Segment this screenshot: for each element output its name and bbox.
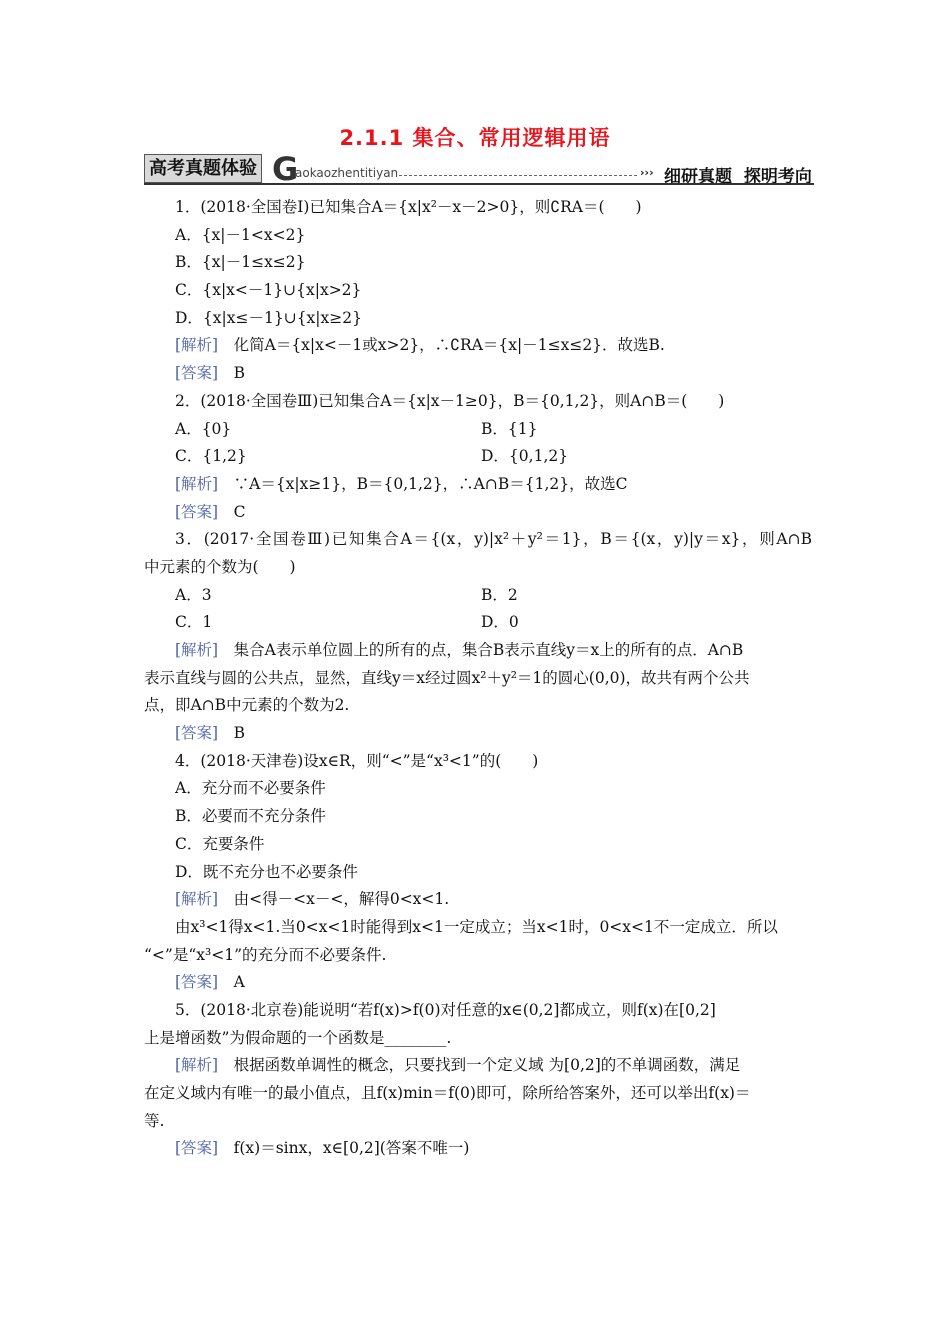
analysis-text: 根据函数单调性的概念，只要找到一个定义域 为[0,2]的不单调函数，满足 — [233, 1056, 741, 1075]
answer-text: A — [233, 973, 245, 992]
question-1: 1．(2018·全国卷Ⅰ)已知集合A＝{x|x²－x－2>0}，则∁RA＝( ) — [175, 198, 642, 216]
option-c: C．1 — [175, 613, 213, 632]
analysis-3-cont: 点，即A∩B中元素的个数为2. — [144, 696, 350, 715]
banner-dotted-line — [399, 175, 637, 176]
page-title: 2.1.1 集合、常用逻辑用语 — [339, 126, 611, 150]
banner-slogan: 细研真题 探明考向 — [664, 167, 812, 187]
options-row — [144, 443, 812, 471]
option-b: B．{1} — [481, 419, 538, 438]
option-d: D．0 — [481, 613, 519, 632]
analysis-1 — [144, 332, 812, 360]
document-body — [144, 194, 812, 1163]
answer-3 — [144, 720, 812, 748]
answer-text: f(x)＝sinx，x∈[0,2](答案不唯一) — [233, 1139, 470, 1158]
analysis-text: 集合A表示单位圆上的所有的点，集合B表示直线y＝x上的所有的点．A∩B — [233, 641, 744, 659]
option-d: D．{x|x≤－1}∪{x|x≥2} — [175, 308, 362, 327]
analysis-5-cont: 在定义域内有唯一的最小值点，且f(x)min＝f(0)即可，除所给答案外，还可以举出f(x)＝ — [144, 1084, 751, 1102]
banner-arrows: ››› — [640, 166, 654, 179]
answer-tag: [答案] — [175, 973, 219, 992]
analysis-5 — [144, 1052, 812, 1080]
banner-letter: G — [272, 150, 299, 188]
answer-text: B — [233, 724, 246, 743]
analysis-3-cont: 表示直线与圆的公共点，显然，直线y＝x经过圆x²＋y²＝1的圆心(0,0)，故共有两个公共 — [144, 668, 750, 687]
option-a: A．充分而不必要条件 — [175, 779, 326, 798]
analysis-4-cont: 由x³<1得x<1.当0<x<1时能得到x<1一定成立；当x<1时，0<x<1不一定成立．所以 — [175, 917, 778, 936]
option-d: D．既不充分也不必要条件 — [175, 862, 358, 881]
option-a: A．3 — [175, 585, 212, 604]
option-b: B．2 — [481, 585, 518, 604]
analysis-3 — [144, 637, 812, 665]
option-b: B．必要而不充分条件 — [175, 807, 326, 826]
analysis-4-cont: “<”是“x³<1”的充分而不必要条件. — [144, 945, 387, 964]
banner-rule — [144, 183, 814, 185]
section-banner — [144, 150, 814, 188]
options-row — [144, 582, 812, 610]
analysis-tag: [解析] — [175, 890, 219, 909]
analysis-text: 化简A＝{x|x<－1或x>2}，∴∁RA＝{x|－1≤x≤2}．故选B. — [233, 336, 665, 355]
question-3-cont: 中元素的个数为( ) — [144, 557, 296, 576]
banner-pinyin: aokaozhentitiyan — [295, 166, 399, 180]
analysis-tag: [解析] — [175, 474, 219, 493]
analysis-tag: [解析] — [175, 641, 219, 659]
option-c: C．{x|x<－1}∪{x|x>2} — [175, 281, 362, 300]
analysis-tag: [解析] — [175, 336, 219, 355]
analysis-text: 由<得－<x－<，解得0<x<1. — [233, 890, 450, 909]
option-a: A．{x|－1<x<2} — [175, 225, 306, 244]
analysis-text: ∵A＝{x|x≥1}，B＝{0,1,2}，∴A∩B＝{1,2}，故选C — [233, 474, 628, 493]
options-row — [144, 416, 812, 444]
answer-tag: [答案] — [175, 502, 219, 521]
analysis-tag: [解析] — [175, 1056, 219, 1075]
analysis-5-cont: 等. — [144, 1111, 165, 1130]
option-c: C．{1,2} — [175, 447, 247, 466]
option-c: C．充要条件 — [175, 834, 265, 853]
answer-1 — [144, 360, 812, 388]
answer-tag: [答案] — [175, 1139, 219, 1158]
analysis-4 — [144, 886, 812, 914]
options-row — [144, 609, 812, 637]
answer-4 — [144, 969, 812, 997]
analysis-2 — [144, 471, 812, 499]
answer-tag: [答案] — [175, 364, 219, 383]
answer-tag: [答案] — [175, 724, 219, 743]
question-2: 2．(2018·全国卷Ⅲ)已知集合A＝{x|x－1≥0}，B＝{0,1,2}，则A∩B＝( ) — [175, 391, 725, 410]
answer-5 — [144, 1135, 812, 1163]
question-4: 4．(2018·天津卷)设x∈R，则“<”是“x³<1”的( ) — [175, 751, 539, 770]
option-b: B．{x|－1≤x≤2} — [175, 253, 306, 272]
banner-label: 高考真题体验 — [144, 154, 262, 183]
answer-text: B — [233, 364, 246, 383]
option-a: A．{0} — [175, 419, 232, 438]
question-5-cont: 上是增函数”为假命题的一个函数是________. — [144, 1028, 452, 1047]
question-5: 5．(2018·北京卷)能说明“若f(x)>f(0)对任意的x∈(0,2]都成立，则f(x)在[0,2] — [175, 1000, 716, 1019]
answer-text: C — [233, 502, 246, 521]
answer-2 — [144, 499, 812, 527]
question-3: 3．(2017·全国卷Ⅲ)已知集合A＝{(x，y)|x²＋y²＝1}，B＝{(x，y)|y＝x}，则A∩B — [175, 530, 812, 549]
option-d: D．{0,1,2} — [481, 447, 569, 466]
